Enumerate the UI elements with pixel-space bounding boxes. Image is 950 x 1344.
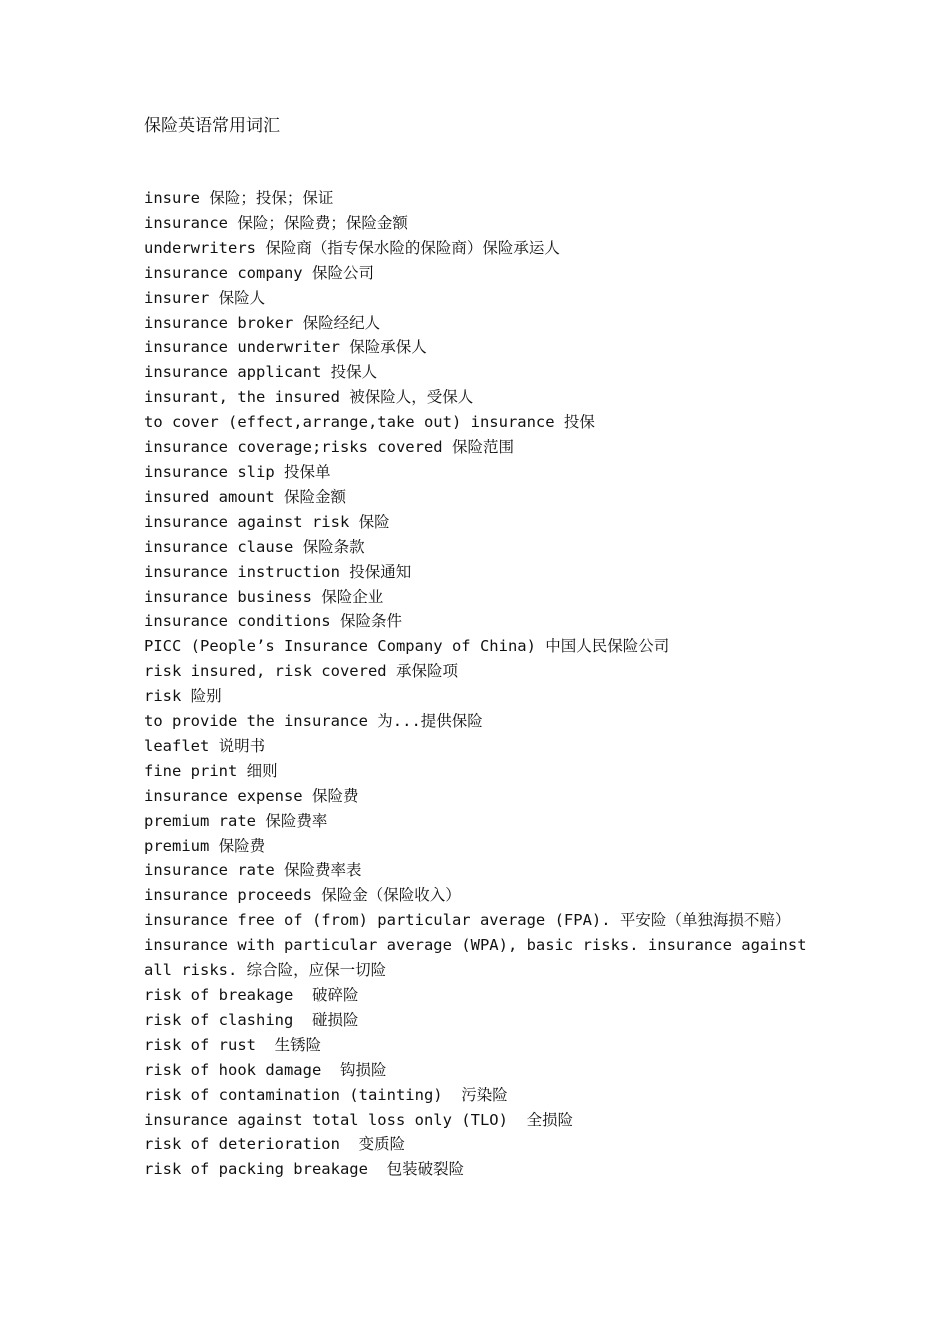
glossary-entry: insurance rate 保险费率表 [144, 861, 362, 880]
glossary-entry: underwriters 保险商（指专保水险的保险商）保险承运人 [144, 238, 560, 257]
glossary-entry: risk of packing breakage 包装破裂险 [144, 1160, 465, 1179]
glossary-entry: insurance business 保险企业 [144, 587, 384, 606]
glossary-entry: insurance against risk 保险 [144, 512, 390, 531]
glossary-entry: premium 保险费 [144, 836, 266, 855]
glossary-entry: to cover (effect,arrange,take out) insurance 投保 [144, 413, 595, 432]
glossary-entry: risk of deterioration 变质险 [144, 1135, 406, 1154]
glossary-entry: insure 保险；投保；保证 [144, 189, 334, 207]
glossary-entry: insured amount 保险金额 [144, 487, 346, 506]
glossary-entry: insurance expense 保险费 [144, 786, 359, 805]
glossary-entry: risk 险别 [144, 687, 222, 706]
glossary-entry: insurance with particular average (WPA), basic risks. insurance against all risks. 综合险，应保一切险 [144, 936, 816, 980]
glossary-list [144, 186, 816, 1182]
glossary-entry: insurance clause 保险条款 [144, 537, 365, 556]
glossary-entry: insurance 保险；保险费；保险金额 [144, 213, 408, 232]
glossary-entry: insurance broker 保险经纪人 [144, 313, 381, 332]
glossary-entry: insurance slip 投保单 [144, 462, 331, 481]
glossary-entry: insurance against total loss only (TLO) 全损险 [144, 1110, 574, 1129]
glossary-entry: insurance coverage;risks covered 保险范围 [144, 438, 514, 457]
glossary-entry: insurance conditions 保险条件 [144, 612, 402, 631]
glossary-entry: to provide the insurance 为...提供保险 [144, 712, 483, 731]
glossary-entry: insurer 保险人 [144, 288, 266, 307]
glossary-entry: insurance applicant 投保人 [144, 363, 378, 382]
glossary-entry: insurance proceeds 保险金（保险收入） [144, 886, 461, 905]
glossary-entry: PICC (People’s Insurance Company of China) 中国人民保险公司 [144, 637, 670, 656]
glossary-entry: leaflet 说明书 [144, 736, 266, 755]
glossary-entry: risk of contamination (tainting) 污染险 [144, 1085, 508, 1104]
document-title: 保险英语常用词汇 [144, 116, 280, 136]
glossary-entry: risk of clashing 碰损险 [144, 1010, 359, 1029]
glossary-entry: premium rate 保险费率 [144, 811, 328, 830]
glossary-entry: insurance instruction 投保通知 [144, 562, 412, 581]
glossary-entry: risk insured, risk covered 承保险项 [144, 662, 458, 681]
glossary-entry: insurant, the insured 被保险人，受保人 [144, 388, 474, 407]
glossary-entry: fine print 细则 [144, 761, 278, 780]
glossary-entry: risk of rust 生锈险 [144, 1035, 322, 1054]
glossary-entry: insurance underwriter 保险承保人 [144, 338, 427, 357]
glossary-entry: risk of hook damage 钩损险 [144, 1060, 387, 1079]
glossary-entry: risk of breakage 破碎险 [144, 986, 359, 1004]
glossary-entry: insurance company 保险公司 [144, 263, 374, 282]
glossary-entry: insurance free of (from) particular average (FPA). 平安险（单独海损不赔） [144, 911, 791, 930]
